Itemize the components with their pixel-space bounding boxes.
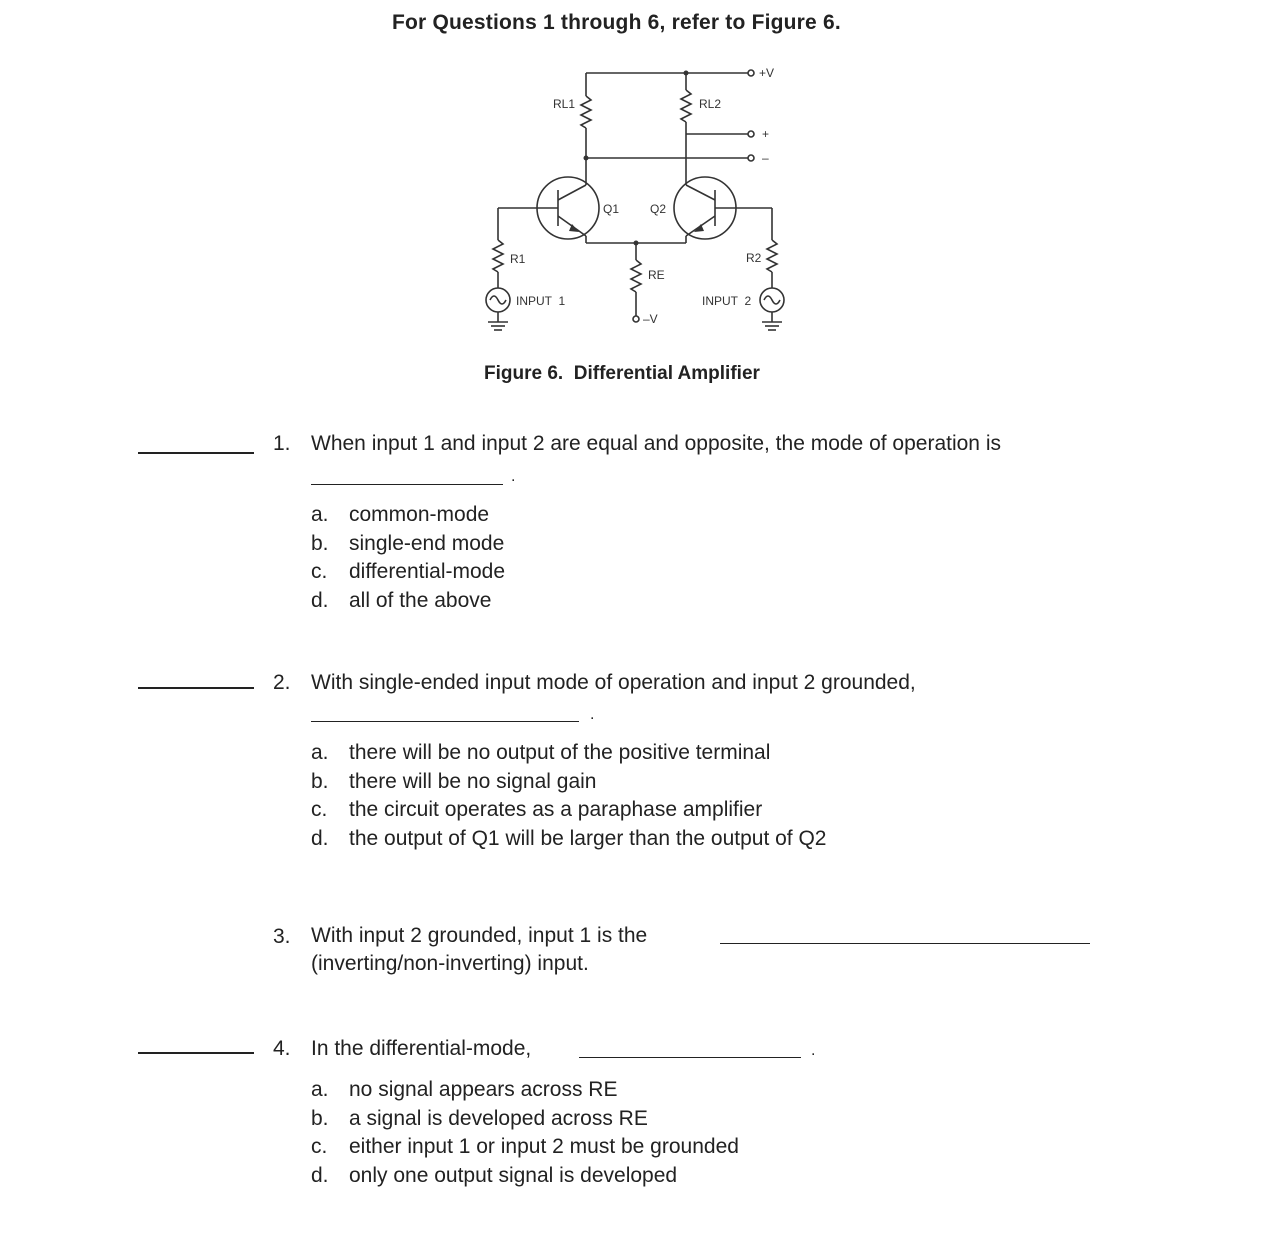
- q2-option-c: c. the circuit operates as a paraphase amplifier: [311, 798, 763, 821]
- q4-number: 4.: [273, 1037, 291, 1060]
- q4-option-c: c. either input 1 or input 2 must be grounded: [311, 1135, 739, 1158]
- label-rl1: RL1: [553, 97, 576, 111]
- label-input1: INPUT 1: [516, 294, 566, 308]
- q3-text: With input 2 grounded, input 1 is the: [311, 924, 648, 947]
- r2-resistor: [767, 240, 777, 272]
- q4-answer-line[interactable]: [138, 1052, 254, 1054]
- q2-text: With single-ended input mode of operation and input 2 grounded,: [311, 671, 916, 694]
- label-r2: R2: [746, 251, 762, 265]
- q4-option-d: d. only one output signal is developed: [311, 1163, 678, 1187]
- q2-option-d: d. the output of Q1 will be larger than the output of Q2: [311, 826, 827, 850]
- q1-blank[interactable]: [311, 484, 503, 485]
- q1-option-a: a. common-mode: [311, 503, 490, 526]
- q1-option-d: d. all of the above: [311, 588, 492, 612]
- q1-number: 1.: [273, 432, 291, 455]
- differential-amplifier-diagram: [470, 58, 800, 348]
- q1-option-c: c. differential-mode: [311, 560, 506, 583]
- label-re: RE: [648, 268, 665, 282]
- q4-blank[interactable]: [579, 1057, 801, 1058]
- label-q2: Q2: [650, 202, 667, 216]
- label-output-minus: –: [762, 151, 769, 165]
- q1-blank-period: .: [511, 468, 516, 485]
- q4-blank-period: .: [811, 1042, 816, 1059]
- q4-text: In the differential-mode,: [311, 1037, 532, 1060]
- rl1-resistor: [581, 96, 591, 128]
- re-resistor: [631, 260, 641, 292]
- page-heading: For Questions 1 through 6, refer to Figure 6.: [392, 11, 841, 34]
- q1-option-b: b. single-end mode: [311, 531, 505, 555]
- q2-blank[interactable]: [311, 721, 579, 722]
- q1-options: [311, 501, 505, 615]
- q2-option-b: b. there will be no signal gain: [311, 769, 597, 793]
- label-vplus: +V: [759, 66, 775, 80]
- figure-caption: Figure 6. Differential Amplifier: [484, 363, 760, 384]
- rl2-resistor: [681, 90, 691, 122]
- q4-options: [311, 1076, 739, 1190]
- q4-option-b: b. a signal is developed across RE: [311, 1106, 648, 1130]
- q1-answer-line[interactable]: [138, 452, 254, 454]
- q2-option-a: a. there will be no output of the positive terminal: [311, 741, 771, 764]
- q2-blank-period: .: [590, 706, 595, 723]
- label-rl2: RL2: [699, 97, 722, 111]
- label-q1: Q1: [603, 202, 620, 216]
- q3-text-line2: (inverting/non-inverting) input.: [311, 952, 589, 975]
- label-input2: INPUT 2: [702, 294, 752, 308]
- q3-number: 3.: [273, 925, 291, 948]
- q2-options: [311, 739, 826, 853]
- label-vminus: –V: [643, 312, 658, 326]
- q1-text: When input 1 and input 2 are equal and opposite, the mode of operation is: [311, 432, 1001, 455]
- q3-blank[interactable]: [720, 943, 1090, 944]
- q2-number: 2.: [273, 671, 291, 694]
- r1-resistor: [493, 240, 503, 272]
- q2-answer-line[interactable]: [138, 687, 254, 689]
- q4-option-a: a. no signal appears across RE: [311, 1078, 618, 1101]
- label-r1: R1: [510, 252, 526, 266]
- label-output-plus: +: [762, 127, 770, 141]
